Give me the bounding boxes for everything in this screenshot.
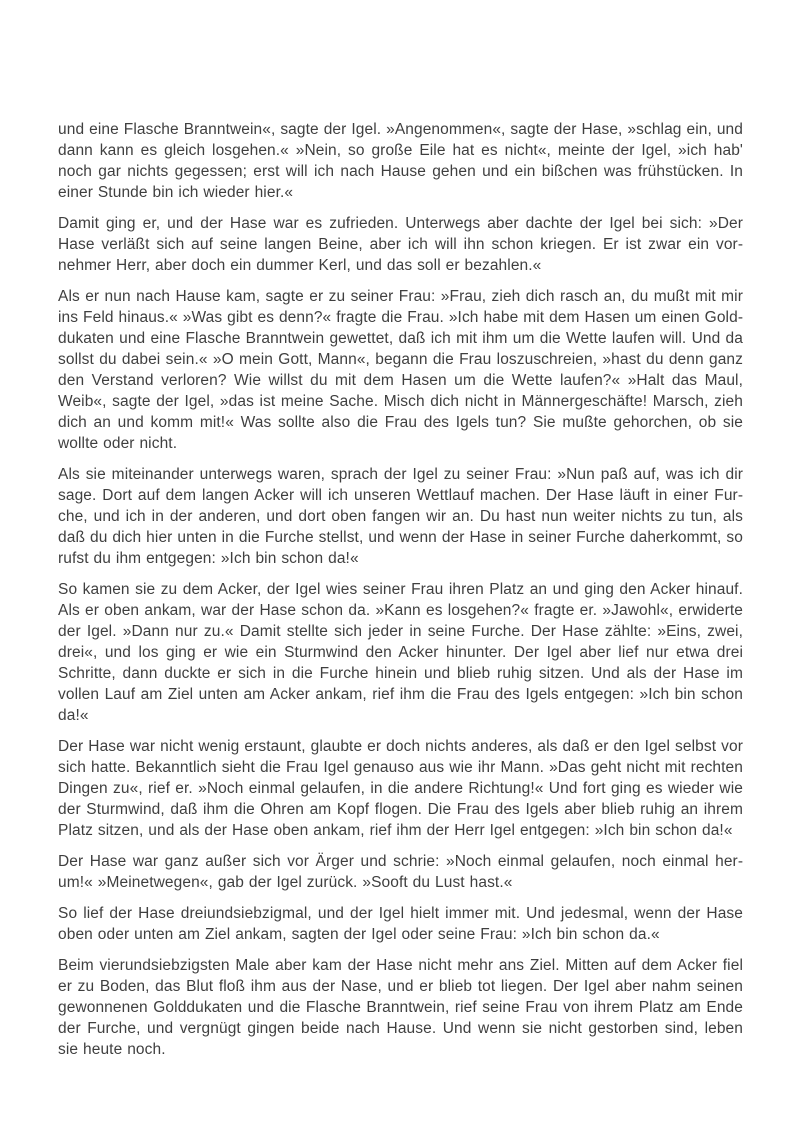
story-paragraph: So lief der Hase dreiundsiebzigmal, und der Igel hielt immer mit. Und jedesmal, wenn der Hase oben oder unten am Ziel ankam, sagten der Igel oder seine Frau: »Ich bin schon da.«	[58, 905, 743, 943]
story-paragraph: Der Hase war ganz außer sich vor Ärger und schrie: »Noch einmal gelaufen, noch einmal herum!« »Meinetwegen«, gab der Igel zurück. »Sooft du Lust hast.«	[58, 853, 743, 891]
story-paragraph: Als er nun nach Hause kam, sagte er zu seiner Frau: »Frau, zieh dich rasch an, du mußt mit mir ins Feld hinaus.« »Was gibt es denn?« fragte die Frau. »Ich habe mit dem Hasen um einen Golddukaten und eine Flasche Branntwein gewettet, daß ich mit ihm um die Wette laufen will. Und da sollst du dabei sein.« »O mein Gott, Mann«, begann die Frau loszuschreien, »hast du denn ganz den Verstand verloren? Wie willst du mit dem Hasen um die Wette laufen?« »Halt das Maul, Weib«, sagte der Igel, »das ist meine Sache. Misch dich nicht in Männergeschäfte! Marsch, zieh dich an und komm mit!« Was sollte also die Frau des Igels tun? Sie mußte gehorchen, ob sie wollte oder nicht.	[58, 288, 743, 452]
story-text	[58, 119, 743, 1060]
story-paragraph: Der Hase war nicht wenig erstaunt, glaubte er doch nichts anderes, als daß er den Igel selbst vor sich hatte. Bekanntlich sieht die Frau Igel genauso aus wie ihr Mann. »Das geht nicht mit rechten Dingen zu«, rief er. »Noch einmal gelaufen, in die andere Richtung!« Und fort ging es wieder wie der Sturmwind, daß ihm die Ohren am Kopf flogen. Die Frau des Igels aber blieb ruhig an ihrem Platz sitzen, und als der Hase oben ankam, rief ihm der Herr Igel entgegen: »Ich bin schon da!«	[58, 738, 743, 839]
story-paragraph: Beim vierundsiebzigsten Male aber kam der Hase nicht mehr ans Ziel. Mitten auf dem Acker fiel er zu Boden, das Blut floß ihm aus der Nase, und er blieb tot liegen. Der Igel aber nahm seinen gewonnenen Golddukaten und die Flasche Branntwein, rief seine Frau von ihrem Platz am Ende der Furche, und vergnügt gingen beide nach Hause. Und wenn sie nicht gestorben sind, leben sie heute noch.	[58, 957, 743, 1058]
story-paragraph: Damit ging er, und der Hase war es zufrieden. Unterwegs aber dachte der Igel bei sich: »Der Hase verläßt sich auf seine langen Beine, aber ich will ihn schon kriegen. Er ist zwar ein vornehmer Herr, aber doch ein dummer Kerl, und das soll er bezahlen.«	[58, 215, 743, 274]
story-paragraph: So kamen sie zu dem Acker, der Igel wies seiner Frau ihren Platz an und ging den Acker hinauf. Als er oben ankam, war der Hase schon da. »Kann es losgehen?« fragte er. »Jawohl«, erwiderte der Igel. »Dann nur zu.« Damit stellte sich jeder in seine Furche. Der Hase zählte: »Eins, zwei, drei«, und los ging er wie ein Sturmwind den Acker hinunter. Der Igel aber lief nur etwa drei Schritte, dann duckte er sich in die Furche hinein und blieb ruhig sitzen. Und als der Hase im vollen Lauf am Ziel unten am Acker ankam, rief ihm die Frau des Igels entgegen: »Ich bin schon da!«	[58, 581, 743, 724]
story-paragraph: und eine Flasche Branntwein«, sagte der Igel. »Angenommen«, sagte der Hase, »schlag ein, und dann kann es gleich losgehen.« »Nein, so große Eile hat es nicht«, meinte der Igel, »ich hab' noch gar nichts gegessen; erst will ich nach Hause gehen und ein bißchen was frühstücken. In einer Stunde bin ich wieder hier.«	[58, 121, 743, 201]
story-paragraph: Als sie miteinander unterwegs waren, sprach der Igel zu seiner Frau: »Nun paß auf, was ich dir sage. Dort auf dem langen Acker will ich unseren Wettlauf machen. Der Hase läuft in einer Furche, und ich in der anderen, und dort oben fangen wir an. Du hast nun weiter nichts zu tun, als daß du dich hier unten in die Furche stellst, und wenn der Hase in seiner Furche daherkommt, so rufst du ihm entgegen: »Ich bin schon da!«	[58, 466, 743, 567]
